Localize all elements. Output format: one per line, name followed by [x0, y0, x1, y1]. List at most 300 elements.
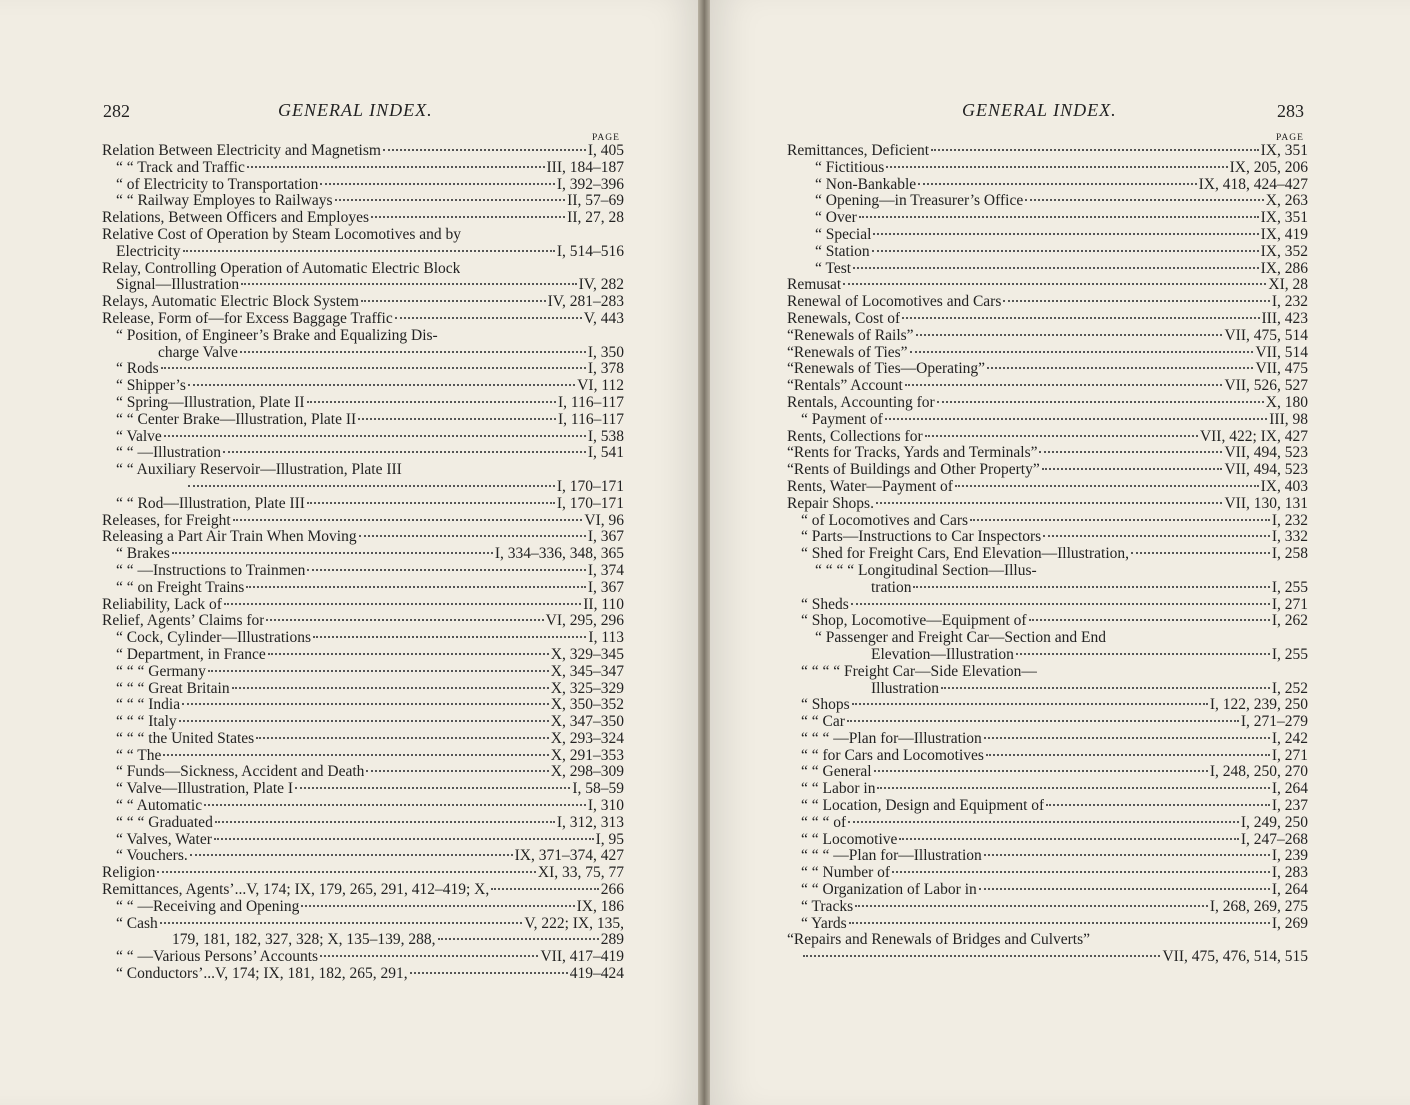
leader-dots	[1029, 619, 1270, 621]
leader-dots	[240, 351, 586, 353]
entry-pages: I, 247–268	[1240, 830, 1308, 848]
page-column-label: PAGE	[1276, 133, 1304, 143]
leader-dots	[164, 435, 586, 437]
index-entry	[102, 244, 624, 261]
index-entry	[787, 143, 1308, 160]
leader-dots	[984, 737, 1270, 739]
leader-dots	[803, 955, 1160, 957]
index-entry	[102, 815, 624, 832]
entry-text: Illustration	[871, 680, 940, 697]
leader-dots	[215, 821, 555, 823]
entry-text: “Rentals” Account	[787, 378, 903, 395]
index-entry	[102, 193, 624, 210]
entry-pages: I, 258	[1271, 545, 1308, 563]
entry-text: “ “ “ the United States	[116, 730, 255, 747]
entry-text: Release, Form of—for Excess Baggage Traffic	[102, 310, 393, 327]
entry-text: “ Valve	[116, 428, 162, 445]
entry-text: Repair Shops.	[787, 495, 874, 512]
leader-dots	[852, 703, 1208, 705]
leader-dots	[885, 418, 1267, 420]
entry-pages: I, 312, 313	[556, 813, 624, 831]
leader-dots	[1042, 468, 1223, 470]
entry-pages: IX, 205, 206	[1229, 158, 1308, 176]
entry-pages: X, 329–345	[550, 645, 624, 663]
index-entry	[787, 445, 1308, 462]
leader-dots	[979, 888, 1270, 890]
leader-dots	[179, 720, 549, 722]
entry-text: “ Funds—Sickness, Accident and Death	[116, 764, 365, 781]
index-entry	[787, 529, 1308, 546]
entry-text: tration	[871, 579, 912, 596]
entry-text: “ Tracks	[801, 898, 854, 915]
entry-text: Releases, for Freight	[102, 512, 231, 529]
entry-text: “ Passenger and Freight Car—Section and End	[815, 630, 1106, 647]
entry-text: Elevation—Illustration	[871, 646, 1014, 663]
entry-text: “ Position, of Engineer’s Brake and Equalizing Dis-	[116, 327, 438, 344]
entry-text: “Renewals of Rails”	[787, 327, 914, 344]
entry-text: “ Opening—in Treasurer’s Office	[815, 193, 1024, 210]
page-number: 282	[103, 101, 130, 121]
running-title: GENERAL INDEX.	[278, 100, 433, 120]
index-entry	[787, 647, 1308, 664]
leader-dots	[886, 166, 1227, 168]
index-entry	[102, 513, 624, 530]
entry-pages: I, 95	[595, 830, 624, 848]
leader-dots	[1131, 552, 1270, 554]
index-entry	[787, 731, 1308, 748]
entry-pages: VII, 475	[1255, 360, 1308, 378]
entry-pages: VII, 494, 523	[1224, 444, 1308, 462]
leader-dots	[208, 670, 549, 672]
entry-text: “ “ “ India	[116, 697, 181, 714]
leader-dots	[876, 502, 1223, 504]
entry-pages: I, 269	[1271, 914, 1308, 932]
index-entry	[787, 513, 1308, 530]
entry-pages: I, 271	[1271, 595, 1308, 613]
entry-pages: I, 262	[1271, 612, 1308, 630]
entry-text: “ “ “ “ Freight Car—Side Elevation—	[801, 663, 1037, 680]
index-entry	[102, 748, 624, 765]
entry-pages: X, 325–329	[550, 679, 624, 697]
entry-pages: III, 98	[1269, 410, 1308, 428]
entry-pages: XI, 28	[1268, 276, 1308, 294]
entry-pages: I, 367	[587, 578, 624, 596]
entry-pages: IX, 403	[1260, 477, 1308, 495]
entry-pages: I, 538	[587, 427, 624, 445]
right-page	[710, 0, 1410, 1105]
entry-pages: IX, 186	[576, 897, 624, 915]
leader-dots	[905, 384, 1223, 386]
leader-dots	[395, 317, 582, 319]
left-header	[0, 97, 700, 125]
index-entries-right	[787, 143, 1308, 966]
leader-dots	[163, 754, 548, 756]
leader-dots	[233, 519, 583, 521]
index-entry	[787, 395, 1308, 412]
entry-text: “ “ Location, Design and Equipment of	[801, 798, 1045, 815]
leader-dots	[872, 250, 1259, 252]
entry-pages: I, 271–279	[1240, 713, 1308, 731]
index-entry	[102, 479, 624, 496]
entry-pages: X, 263	[1265, 192, 1308, 210]
entry-pages: I, 58–59	[572, 780, 624, 798]
index-entry	[787, 328, 1308, 345]
index-entry	[102, 328, 624, 345]
leader-dots	[223, 451, 586, 453]
entry-pages: XI, 33, 75, 77	[537, 864, 624, 882]
entry-pages: I, 255	[1271, 578, 1308, 596]
entry-text: “ “ Center Brake—Illustration, Plate II	[116, 411, 357, 428]
leader-dots	[1039, 451, 1222, 453]
entry-text: Relief, Agents’ Claims for	[102, 613, 265, 630]
entry-pages: IX, 371–374, 427	[514, 847, 624, 865]
entry-text: “ “ for Cars and Locomotives	[801, 747, 984, 764]
entry-text: “Renewals of Ties”	[787, 344, 908, 361]
index-entry	[102, 966, 624, 983]
entry-text: “ “ Rod—Illustration, Plate III	[116, 495, 305, 512]
leader-dots	[359, 535, 586, 537]
entry-pages: I, 392–396	[556, 175, 624, 193]
leader-dots	[224, 603, 581, 605]
entry-text: Reliability, Lack of	[102, 596, 222, 613]
entry-text: Remittances, Deficient	[787, 143, 930, 159]
entry-pages: IX, 418, 424–427	[1198, 175, 1308, 193]
entry-text: “ “ “ of	[801, 814, 847, 831]
leader-dots	[899, 838, 1238, 840]
entry-text: “ Brakes	[116, 546, 170, 563]
entry-pages: I, 116–117	[557, 393, 624, 411]
index-entry	[787, 244, 1308, 261]
entry-pages: X, 347–350	[550, 713, 624, 731]
entry-pages: VII, 130, 131	[1224, 494, 1308, 512]
index-entry	[787, 865, 1308, 882]
entry-text: “ Cash	[116, 915, 158, 932]
entry-pages: VII, 494, 523	[1224, 461, 1308, 479]
index-entry	[102, 714, 624, 731]
entry-pages: IX, 286	[1260, 259, 1308, 277]
entry-text: Relay, Controlling Operation of Automatic Electric Block	[102, 260, 461, 277]
leader-dots	[190, 854, 513, 856]
index-entry	[102, 664, 624, 681]
leader-dots	[438, 938, 599, 940]
right-header	[710, 97, 1410, 125]
entry-pages: IV, 281–283	[547, 293, 624, 311]
index-entry	[787, 429, 1308, 446]
leader-dots	[320, 955, 538, 957]
index-entry	[102, 882, 624, 899]
leader-dots	[246, 586, 586, 588]
entry-text: “Rents for Tracks, Yards and Terminals”	[787, 445, 1038, 462]
index-entry	[787, 462, 1308, 479]
entry-pages: I, 310	[587, 797, 624, 815]
index-entry	[787, 160, 1308, 177]
entry-text: “ “ Organization of Labor in	[801, 882, 977, 899]
leader-dots	[873, 233, 1258, 235]
left-page	[0, 0, 700, 1105]
entry-pages: I, 268, 269, 275	[1209, 897, 1308, 915]
index-entry	[787, 345, 1308, 362]
index-entry	[102, 899, 624, 916]
leader-dots	[307, 401, 556, 403]
index-entry	[787, 193, 1308, 210]
leader-dots	[307, 502, 555, 504]
entry-text: “ “ Auxiliary Reservoir—Illustration, Plate III	[116, 462, 402, 479]
index-entry	[787, 261, 1308, 278]
index-entry	[787, 361, 1308, 378]
entry-text: Relations, Between Officers and Employes	[102, 210, 370, 227]
index-entry	[102, 580, 624, 597]
entry-pages: II, 27, 28	[567, 209, 624, 227]
entry-text: “ “ on Freight Trains	[116, 579, 245, 596]
entry-pages: IX, 351	[1260, 142, 1308, 159]
entry-pages: VI, 295, 296	[545, 612, 624, 630]
entry-text: “ “ “ Germany	[116, 663, 206, 680]
index-entry	[102, 848, 624, 865]
entry-text: Rents, Collections for	[787, 428, 923, 445]
index-entry	[102, 210, 624, 227]
entry-text: Remittances, Agents’...V, 174; IX, 179, 265, 291, 412–419; X,	[102, 882, 490, 899]
leader-dots	[1043, 535, 1270, 537]
entry-pages: I, 264	[1271, 881, 1308, 899]
entry-pages: 419–424	[569, 965, 624, 983]
entry-pages: X, 350–352	[550, 696, 624, 714]
leader-dots	[937, 401, 1264, 403]
leader-dots	[984, 854, 1270, 856]
index-entry	[787, 546, 1308, 563]
index-entry	[102, 261, 624, 278]
leader-dots	[410, 972, 568, 974]
entry-text: “ Conductors’...V, 174; IX, 181, 182, 265, 291,	[116, 966, 408, 983]
index-entry	[787, 496, 1308, 513]
entry-text: “ “ —Various Persons’ Accounts	[116, 949, 319, 966]
entry-pages: I, 113	[588, 629, 624, 647]
entry-text: “ “ Number of	[801, 865, 891, 882]
entry-text: “ Department, in France	[116, 646, 266, 663]
leader-dots	[1003, 300, 1269, 302]
index-entry	[787, 949, 1308, 966]
leader-dots	[987, 367, 1253, 369]
entry-text: Remusat	[787, 277, 842, 294]
entry-text: “ Yards	[801, 915, 847, 932]
index-entry	[102, 378, 624, 395]
leader-dots	[925, 435, 1198, 437]
leader-dots	[853, 267, 1259, 269]
leader-dots	[383, 149, 586, 151]
entry-pages: I, 541	[587, 444, 624, 462]
entry-pages: VI, 112	[577, 377, 624, 395]
index-entry	[102, 462, 624, 479]
leader-dots	[188, 485, 555, 487]
entry-text: “ “ “ Italy	[116, 714, 177, 731]
entry-pages: X, 298–309	[550, 763, 624, 781]
index-entry	[102, 311, 624, 328]
entry-text: “ “ Railway Employes to Railways	[116, 193, 333, 210]
entry-text: “ Spring—Illustration, Plate II	[116, 394, 305, 411]
leader-dots	[358, 418, 556, 420]
entry-text: “ Shop, Locomotive—Equipment of	[801, 613, 1027, 630]
entry-text: Releasing a Part Air Train When Moving	[102, 529, 357, 546]
leader-dots	[214, 838, 594, 840]
leader-dots	[849, 922, 1270, 924]
index-entry	[102, 277, 624, 294]
index-entry	[787, 848, 1308, 865]
entry-text: Religion	[102, 865, 156, 882]
leader-dots	[1025, 199, 1264, 201]
entry-pages: I, 367	[587, 528, 624, 546]
leader-dots	[161, 367, 586, 369]
index-entry	[102, 361, 624, 378]
leader-dots	[941, 687, 1270, 689]
index-entry	[787, 294, 1308, 311]
leader-dots	[188, 384, 575, 386]
entry-text: “ Cock, Cylinder—Illustrations	[116, 630, 312, 647]
index-entry	[102, 345, 624, 362]
index-entry	[787, 277, 1308, 294]
entry-pages: I, 122, 239, 250	[1209, 696, 1308, 714]
entry-pages: I, 255	[1271, 645, 1308, 663]
entry-pages: IX, 351	[1260, 209, 1308, 227]
entry-pages: VII, 514	[1255, 343, 1308, 361]
entry-pages: I, 283	[1271, 864, 1308, 882]
leader-dots	[910, 351, 1254, 353]
entry-text: “ Fictitious	[815, 159, 885, 176]
entry-pages: IV, 282	[578, 276, 624, 294]
index-entry	[787, 748, 1308, 765]
entry-text: “ “ Track and Traffic	[116, 159, 245, 176]
index-entry	[787, 210, 1308, 227]
leader-dots	[1046, 804, 1270, 806]
entry-text: Renewals, Cost of	[787, 310, 901, 327]
entry-text: “ “ Automatic	[116, 798, 203, 815]
leader-dots	[931, 149, 1259, 151]
entry-text: “ “ “ —Plan for—Illustration	[801, 730, 982, 747]
index-entry	[102, 412, 624, 429]
index-entry	[787, 832, 1308, 849]
entry-pages: I, 252	[1271, 679, 1308, 697]
entry-text: “ Parts—Instructions to Car Inspectors	[801, 529, 1042, 546]
leader-dots	[877, 787, 1269, 789]
entry-pages: II, 57–69	[567, 192, 624, 210]
entry-pages: I, 405	[587, 142, 624, 159]
index-entry	[787, 815, 1308, 832]
leader-dots	[160, 922, 523, 924]
entry-text: “ “ Locomotive	[801, 831, 898, 848]
entry-text: “ Payment of	[801, 411, 883, 428]
leader-dots	[157, 871, 536, 873]
leader-dots	[182, 703, 549, 705]
entry-pages: X, 291–353	[550, 746, 624, 764]
leader-dots	[313, 636, 586, 638]
entry-pages: I, 514–516	[556, 242, 624, 260]
index-entry	[102, 916, 624, 933]
entry-text: “ Test	[815, 260, 852, 277]
leader-dots	[855, 905, 1208, 907]
index-entry	[102, 647, 624, 664]
entry-text: “ “ Labor in	[801, 781, 876, 798]
index-entry	[787, 697, 1308, 714]
index-entry	[102, 731, 624, 748]
entry-text: “ Sheds	[801, 596, 849, 613]
index-entry	[102, 160, 624, 177]
entry-pages: I, 170–171	[556, 477, 624, 495]
index-entry	[102, 865, 624, 882]
index-entry	[787, 882, 1308, 899]
entry-pages: I, 248, 250, 270	[1209, 763, 1308, 781]
entry-pages: VII, 417–419	[540, 948, 624, 966]
index-entry	[787, 613, 1308, 630]
index-entry	[102, 546, 624, 563]
entry-text: “Repairs and Renewals of Bridges and Culverts”	[787, 932, 1091, 949]
index-entry	[787, 798, 1308, 815]
index-entry	[102, 429, 624, 446]
index-entry	[102, 143, 624, 160]
entry-text: Relays, Automatic Electric Block System	[102, 294, 359, 311]
entry-text: Signal—Illustration	[116, 277, 240, 294]
index-entries-left	[102, 143, 624, 983]
entry-text: “ “ Car	[801, 714, 845, 731]
entry-text: Rents, Water—Payment of	[787, 478, 953, 495]
leader-dots	[247, 166, 545, 168]
leader-dots	[361, 300, 546, 302]
entry-text: Relation Between Electricity and Magnetism	[102, 143, 381, 159]
leader-dots	[266, 619, 543, 621]
entry-text: charge Valve	[158, 344, 238, 361]
leader-dots	[848, 821, 1239, 823]
index-entry	[102, 227, 624, 244]
leader-dots	[256, 737, 549, 739]
entry-text: “ Special	[815, 226, 872, 243]
leader-dots	[268, 653, 549, 655]
entry-pages: I, 249, 250	[1240, 813, 1308, 831]
entry-text: “ “ —Receiving and Opening	[116, 898, 300, 915]
index-entry	[102, 630, 624, 647]
entry-pages: I, 374	[587, 561, 624, 579]
leader-dots	[204, 804, 586, 806]
entry-text: “ “ —Illustration	[116, 445, 222, 462]
index-entry	[787, 899, 1308, 916]
index-entry	[787, 177, 1308, 194]
entry-text: Renewal of Locomotives and Cars	[787, 294, 1002, 311]
entry-pages: V, 222; IX, 135,	[524, 914, 624, 932]
running-title: GENERAL INDEX.	[962, 100, 1117, 120]
leader-dots	[955, 485, 1259, 487]
page-number: 283	[1277, 101, 1304, 121]
entry-pages: I, 170–171	[556, 494, 624, 512]
entry-pages: II, 110	[583, 595, 624, 613]
index-entry	[787, 597, 1308, 614]
entry-text: “ “ “ “ Longitudinal Section—Illus-	[815, 562, 1037, 579]
index-entry	[787, 714, 1308, 731]
index-entry	[787, 227, 1308, 244]
entry-text: “Renewals of Ties—Operating”	[787, 361, 986, 378]
index-entry	[787, 563, 1308, 580]
index-entry	[102, 294, 624, 311]
entry-pages: I, 334–336, 348, 365	[494, 545, 624, 563]
index-entry	[787, 630, 1308, 647]
entry-pages: X, 180	[1265, 393, 1308, 411]
index-entry	[787, 681, 1308, 698]
entry-pages: I, 264	[1271, 780, 1308, 798]
leader-dots	[301, 905, 574, 907]
entry-text: 179, 181, 182, 327, 328; X, 135–139, 288,	[172, 932, 436, 949]
leader-dots	[874, 770, 1208, 772]
entry-pages: I, 378	[587, 360, 624, 378]
index-entry	[102, 798, 624, 815]
index-entry	[102, 613, 624, 630]
entry-pages: X, 345–347	[550, 662, 624, 680]
index-entry	[102, 832, 624, 849]
leader-dots	[859, 216, 1259, 218]
